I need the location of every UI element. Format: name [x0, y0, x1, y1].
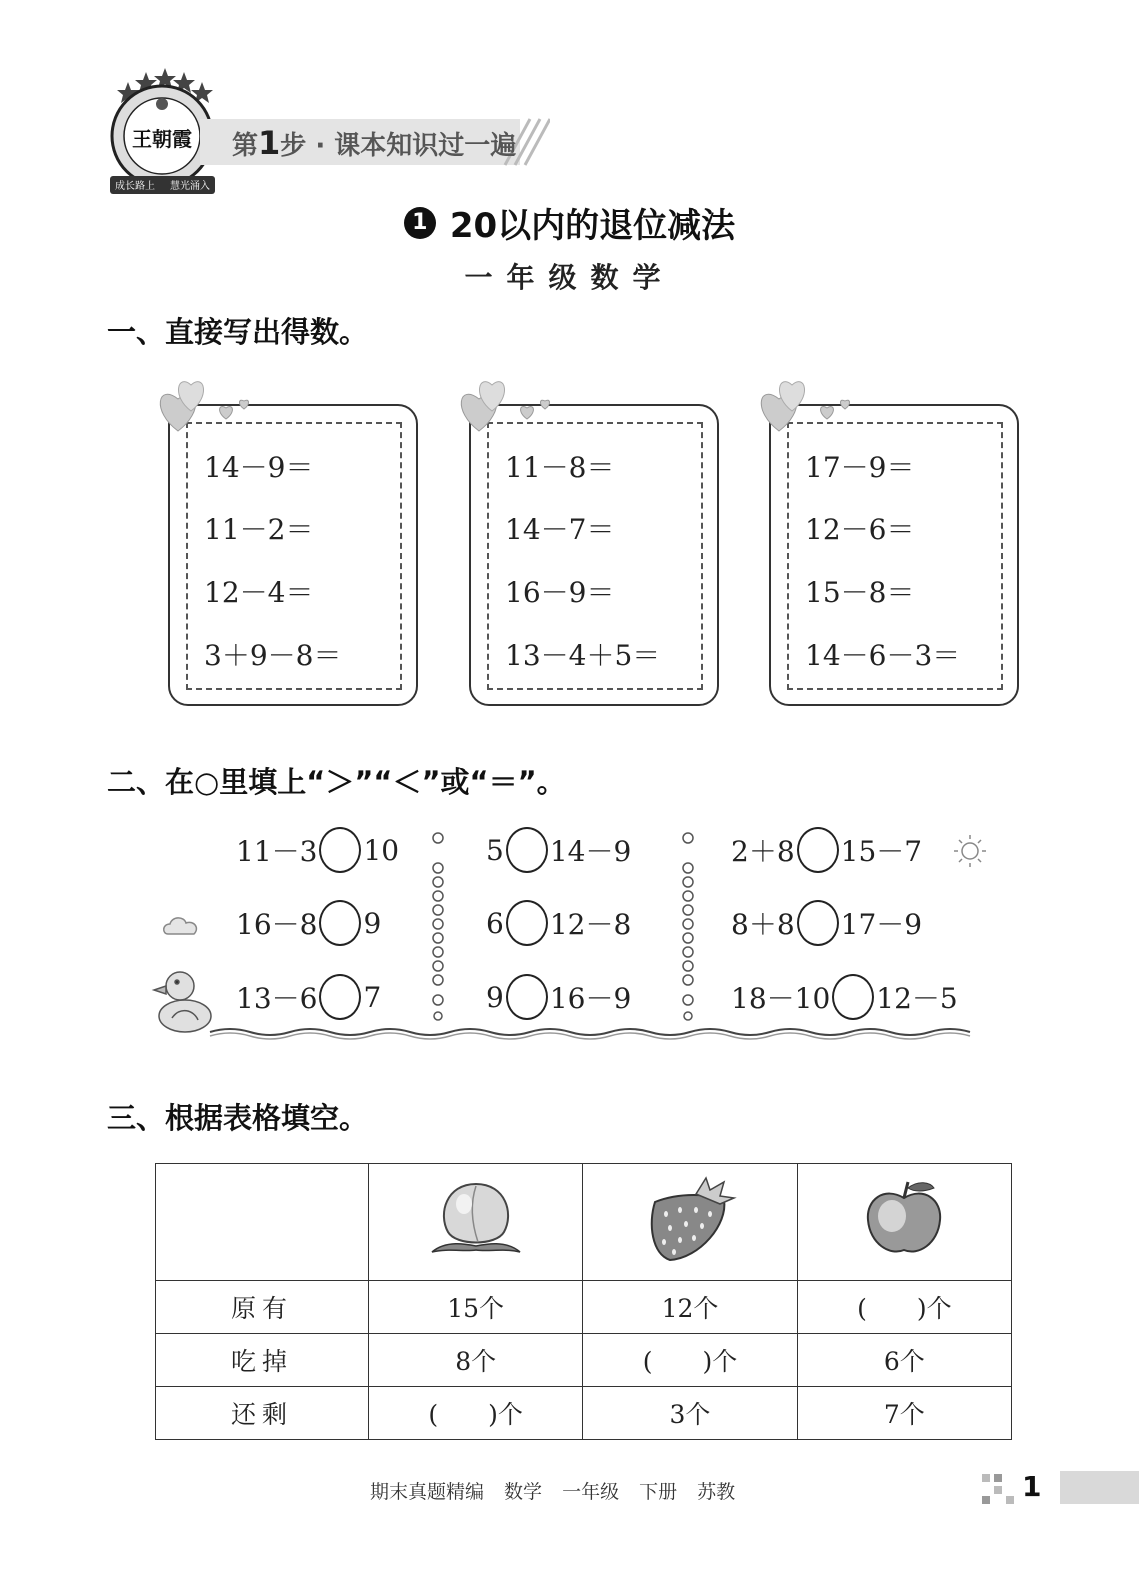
expression: 12－6＝	[805, 513, 915, 546]
comparison-left: 8＋8	[731, 908, 795, 941]
row-label: 吃掉	[156, 1334, 369, 1387]
comparison-right: 7	[363, 980, 382, 1014]
comparison-left: 16－8	[236, 908, 318, 941]
comparison-right: 9	[363, 906, 382, 940]
comparison-left: 11－3	[236, 835, 318, 868]
step-label: 第1步 · 课本知识过一遍	[232, 124, 517, 162]
answer-circle[interactable]	[832, 974, 874, 1020]
answer-circle[interactable]	[797, 827, 839, 873]
section3-heading: 三、根据表格填空。	[107, 1101, 369, 1135]
fruit-table	[155, 1163, 1012, 1440]
hearts-icon	[757, 371, 867, 441]
subtitle: 一年级数学	[464, 261, 675, 294]
comparison-item	[731, 900, 922, 946]
table-cell-blank[interactable]: ( )个	[797, 1281, 1011, 1334]
expression: 16－9＝	[505, 576, 615, 609]
comparison-item	[731, 827, 922, 873]
exercise-card	[769, 404, 1019, 706]
hearts-icon	[156, 371, 266, 441]
page-title	[0, 198, 1139, 247]
exercise-card	[168, 404, 418, 706]
exercise-card	[469, 404, 719, 706]
expression: 3＋9－8＝	[204, 639, 342, 672]
title-text: 20以内的退位减法	[449, 206, 736, 246]
answer-circle[interactable]	[506, 900, 548, 946]
table-row	[156, 1334, 1012, 1387]
answer-circle[interactable]	[319, 974, 361, 1020]
comparison-left: 18－10	[731, 982, 831, 1015]
row-label: 还剩	[156, 1387, 369, 1440]
expression: 14－6－3＝	[805, 639, 961, 672]
answer-circle[interactable]	[506, 827, 548, 873]
strawberry-icon	[640, 1174, 740, 1264]
comparison-item	[731, 974, 958, 1020]
logo-name: 王朝霞	[132, 127, 192, 151]
logo-slogan-right: 慧光涌入	[170, 181, 210, 192]
comparison-item	[486, 827, 631, 873]
expression: 13－4＋5＝	[505, 639, 661, 672]
page-decoration-icon	[982, 1474, 1018, 1504]
table-header-cell	[369, 1164, 583, 1281]
comparison-right: 17－9	[840, 908, 923, 941]
logo-slogan-left: 成长路上	[115, 181, 155, 192]
comparison-right: 14－9	[549, 835, 632, 868]
expression: 14－9＝	[204, 451, 314, 484]
duck-icon	[154, 972, 211, 1032]
table-cell-blank[interactable]: ( )个	[369, 1387, 583, 1440]
comparison-item	[236, 827, 399, 873]
comparison-left: 6	[486, 906, 504, 940]
table-row	[156, 1387, 1012, 1440]
comparison-left: 9	[486, 980, 504, 1014]
comparison-left: 2＋8	[731, 835, 795, 868]
table-cell-blank[interactable]: ( )个	[583, 1334, 797, 1387]
table-header-cell	[797, 1164, 1011, 1281]
answer-circle[interactable]	[506, 974, 548, 1020]
expression: 11－8＝	[505, 451, 615, 484]
page-number: 1	[1022, 1470, 1042, 1503]
title-number-badge: 1	[404, 207, 436, 239]
comparison-right: 10	[363, 833, 400, 867]
answer-circle[interactable]	[319, 827, 361, 873]
comparison-item	[486, 974, 631, 1020]
comparison-right: 15－7	[840, 835, 923, 868]
table-cell: 3个	[583, 1387, 797, 1440]
table-cell: 12个	[583, 1281, 797, 1334]
table-cell: 8个	[369, 1334, 583, 1387]
footer-text: 期末真题精编 数学 一年级 下册 苏教	[370, 1481, 736, 1503]
comparison-right: 12－8	[549, 908, 632, 941]
cloud-icon	[164, 918, 197, 934]
comparison-item	[236, 974, 381, 1020]
expression: 17－9＝	[805, 451, 915, 484]
page-bar	[1060, 1471, 1139, 1504]
comparison-item	[486, 900, 631, 946]
table-header-row	[156, 1164, 1012, 1281]
table-corner-cell	[156, 1164, 369, 1281]
expression: 14－7＝	[505, 513, 615, 546]
comparison-item	[236, 900, 381, 946]
table-row	[156, 1281, 1012, 1334]
sun-icon	[954, 835, 986, 867]
comparison-left: 5	[486, 833, 504, 867]
expression: 12－4＝	[204, 576, 314, 609]
table-cell: 7个	[797, 1387, 1011, 1440]
expression: 11－2＝	[204, 513, 314, 546]
table-cell: 15个	[369, 1281, 583, 1334]
section1-heading: 一、直接写出得数。	[107, 315, 369, 349]
row-label: 原有	[156, 1281, 369, 1334]
expression: 15－8＝	[805, 576, 915, 609]
answer-circle[interactable]	[797, 900, 839, 946]
table-cell: 6个	[797, 1334, 1011, 1387]
comparison-right: 16－9	[549, 982, 632, 1015]
table-header-cell	[583, 1164, 797, 1281]
answer-circle[interactable]	[319, 900, 361, 946]
comparison-right: 12－5	[876, 982, 958, 1015]
comparison-left: 13－6	[236, 982, 318, 1015]
peach-icon	[426, 1174, 526, 1264]
apple-icon	[854, 1174, 954, 1264]
hearts-icon	[457, 371, 567, 441]
section2-heading: 二、在○里填上“＞”“＜”或“＝”。	[107, 765, 566, 799]
